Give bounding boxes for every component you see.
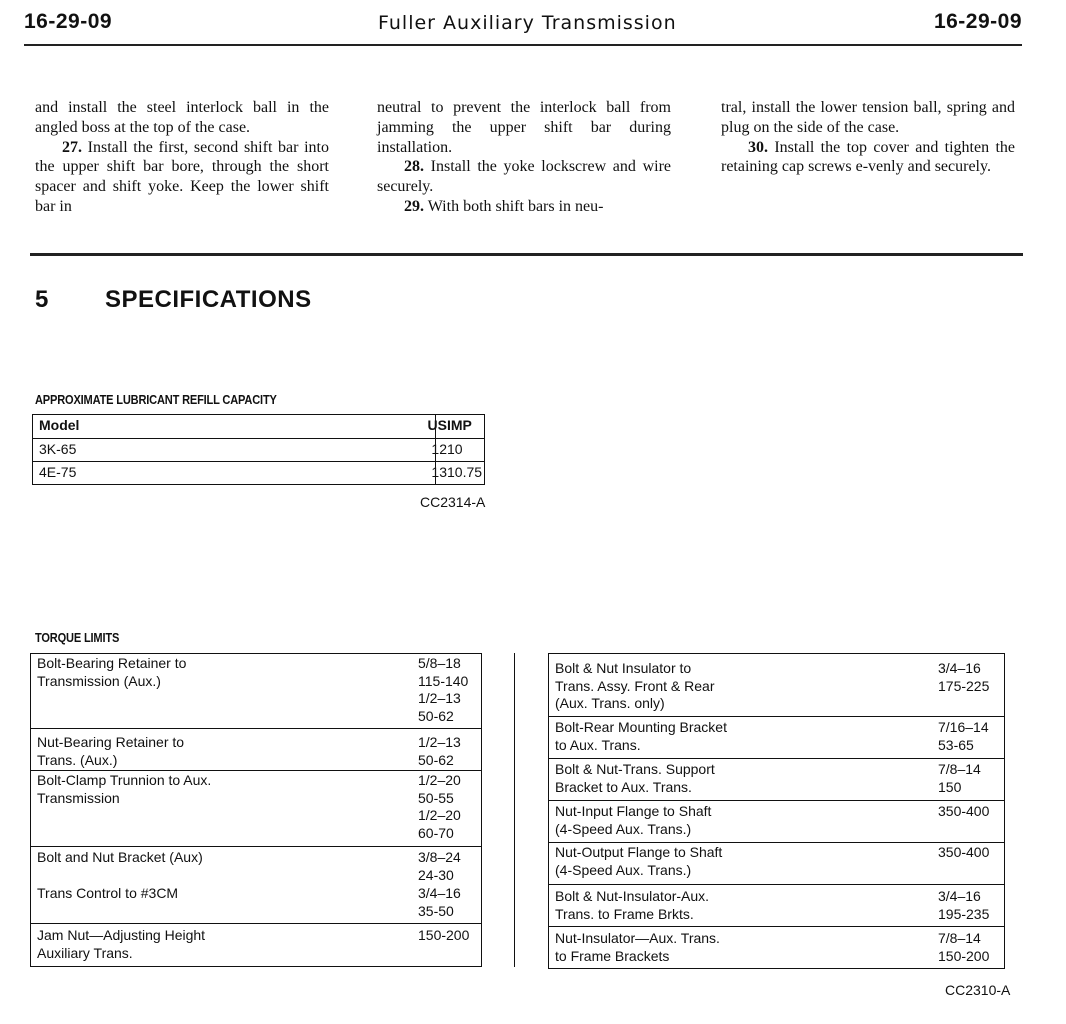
figure-code: CC2310-A xyxy=(945,982,1011,998)
page-header-title: Fuller Auxiliary Transmission xyxy=(378,12,677,34)
cell-us: 12 xyxy=(431,441,447,457)
figure-code: CC2314-A xyxy=(420,494,486,510)
step-text: Install the first, second shift bar into the upper shift bar bore, through the short spacer and shift yoke. Keep the lower shift bar in xyxy=(35,138,329,215)
header-imp: IMP xyxy=(447,417,472,433)
step-number: 29. xyxy=(404,197,424,215)
table-row xyxy=(31,924,481,966)
paragraph-step-27 xyxy=(35,138,329,217)
table-row xyxy=(549,759,1004,801)
torque-description: Bolt-Rear Mounting Bracket to Aux. Trans. xyxy=(555,719,727,753)
table-row xyxy=(31,729,481,771)
table-row xyxy=(31,771,481,847)
paragraph-step-29 xyxy=(377,197,671,217)
paragraph-step-30 xyxy=(721,138,1015,178)
paragraph: tral, install the lower tension ball, spring and plug on the side of the case. xyxy=(721,99,1015,136)
table-row xyxy=(33,461,484,485)
step-text: Install the top cover and tighten the retaining cap screws e-venly and securely. xyxy=(721,138,1015,176)
table-row xyxy=(549,885,1004,927)
torque-description: Bolt-Clamp Trunnion to Aux. Transmission xyxy=(37,772,212,806)
paragraph: and install the steel interlock ball in the angled boss at the top of the case. xyxy=(35,99,329,136)
torque-description: Bolt and Nut Bracket (Aux) xyxy=(37,849,203,865)
text-column-3 xyxy=(721,98,1015,177)
table-row xyxy=(549,717,1004,759)
step-number: 28. xyxy=(404,158,424,176)
torque-value: 350-400 xyxy=(938,803,990,819)
section-heading xyxy=(35,286,312,314)
torque-description: Bolt-Bearing Retainer to Transmission (Aux.) xyxy=(37,655,187,689)
header-us: US xyxy=(427,417,447,433)
torque-value: 7/16–14 53-65 xyxy=(938,719,989,753)
lubricant-table-title: APPROXIMATE LUBRICANT REFILL CAPACITY xyxy=(35,392,277,407)
torque-value: 3/4–16 35-50 xyxy=(418,885,461,919)
torque-value: 5/8–18 115-140 1/2–13 50-62 xyxy=(418,655,469,724)
torque-table-right xyxy=(548,653,1005,969)
torque-description: Jam Nut—Adjusting Height Auxiliary Trans. xyxy=(37,927,206,961)
section-title: SPECIFICATIONS xyxy=(105,286,312,313)
torque-description: Bolt & Nut-Trans. Support Bracket to Aux. Trans. xyxy=(555,761,715,795)
torque-description: Nut-Insulator—Aux. Trans. to Frame Brackets xyxy=(555,930,720,964)
table-row xyxy=(31,847,481,924)
paragraph-step-28 xyxy=(377,157,671,197)
table-row xyxy=(549,843,1004,885)
cell-imp: 10 xyxy=(447,441,463,457)
cell-model: 3K-65 xyxy=(39,441,77,457)
text-column-1 xyxy=(35,98,329,217)
torque-description: Nut-Output Flange to Shaft (4-Speed Aux. Trans.) xyxy=(555,844,723,878)
torque-description: Trans Control to #3CM xyxy=(37,885,179,901)
torque-description: Bolt & Nut Insulator to Trans. Assy. Front & Rear (Aux. Trans. only) xyxy=(555,660,715,711)
torque-table-title: TORQUE LIMITS xyxy=(35,630,120,645)
table-row xyxy=(31,654,481,729)
torque-value: 150-200 xyxy=(418,927,470,943)
torque-value: 350-400 xyxy=(938,844,990,860)
step-text: Install the yoke lockscrew and wire securely. xyxy=(377,158,671,196)
torque-value: 7/8–14 150 xyxy=(938,761,981,795)
torque-description: Bolt & Nut-Insulator-Aux. Trans. to Frame Brkts. xyxy=(555,888,710,922)
page-number-left: 16-29-09 xyxy=(24,10,113,33)
step-number: 30. xyxy=(748,138,768,156)
torque-value: 3/4–16 175-225 xyxy=(938,660,990,694)
step-number: 27. xyxy=(62,138,82,156)
section-rule xyxy=(30,253,1023,256)
table-row xyxy=(549,927,1004,968)
torque-value: 1/2–20 50-55 1/2–20 60-70 xyxy=(418,772,461,841)
torque-table-left xyxy=(30,653,482,967)
header-rule xyxy=(24,44,1022,46)
table-header-row xyxy=(33,415,484,438)
section-number: 5 xyxy=(35,286,49,313)
text-column-2 xyxy=(377,98,671,217)
step-text: With both shift bars in neu- xyxy=(424,197,604,215)
table-row xyxy=(549,801,1004,843)
torque-description: Nut-Input Flange to Shaft (4-Speed Aux. Trans.) xyxy=(555,803,712,837)
table-row xyxy=(33,438,484,462)
page-number-right: 16-29-09 xyxy=(933,10,1022,33)
cell-model: 4E-75 xyxy=(39,464,77,480)
lubricant-table xyxy=(32,414,485,485)
torque-value: 3/4–16 195-235 xyxy=(938,888,990,922)
header-model: Model xyxy=(39,417,80,433)
torque-value: 3/8–24 24-30 xyxy=(418,849,461,883)
cell-us: 13 xyxy=(431,464,447,480)
torque-value: 1/2–13 50-62 xyxy=(418,734,461,768)
paragraph: neutral to prevent the interlock ball from jamming the upper shift bar during installation. xyxy=(377,99,671,156)
cell-imp: 10.75 xyxy=(447,464,483,480)
torque-value: 7/8–14 150-200 xyxy=(938,930,990,964)
torque-description: Nut-Bearing Retainer to Trans. (Aux.) xyxy=(37,734,185,768)
table-divider xyxy=(514,653,515,967)
table-row xyxy=(549,654,1004,717)
